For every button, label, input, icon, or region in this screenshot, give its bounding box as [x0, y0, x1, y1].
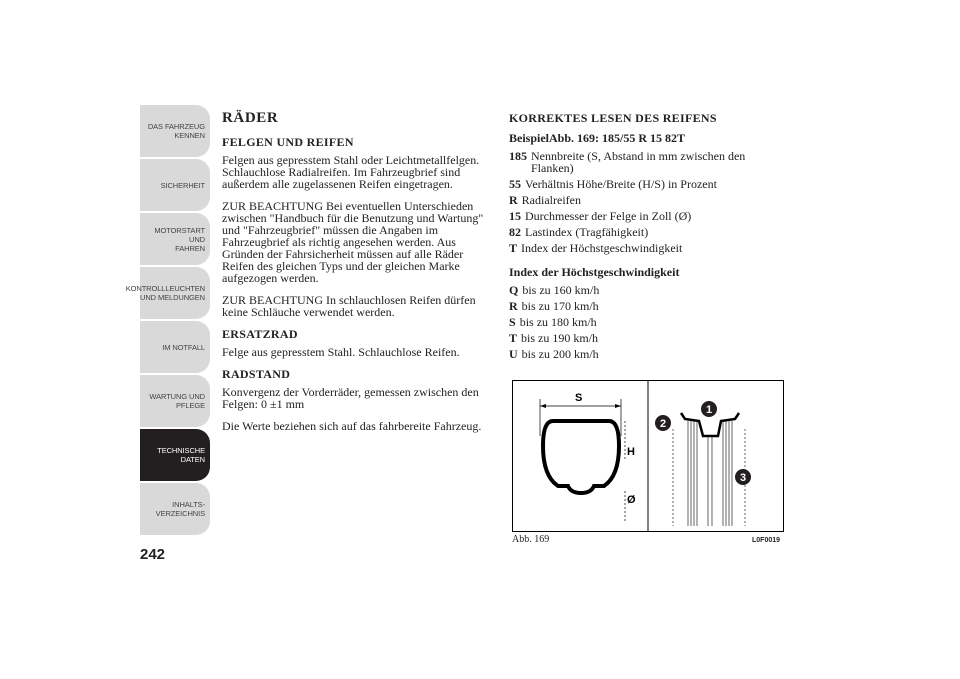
list-item: [509, 316, 787, 328]
tab-label: KONTROLLLEUCHTEN UND MELDUNGEN: [125, 284, 205, 302]
paragraph: Felgen aus gepresstem Stahl oder Leichtmetallfelgen. Schlauchlose Radialreifen. Im Fahrzeugbrief sind außerdem alle zugelassenen Reifen eingetragen.: [222, 153, 480, 191]
item-key: R: [509, 193, 518, 207]
tab-technische-daten[interactable]: [140, 429, 210, 481]
list-item: [509, 332, 787, 344]
list-item: [509, 194, 787, 206]
tab-label: SICHERHEIT: [160, 180, 205, 190]
page-title: RÄDER: [222, 110, 279, 126]
callout-1: [701, 401, 717, 417]
list-item: [509, 242, 787, 254]
figure-caption: Abb. 169: [512, 534, 550, 545]
list-item: [509, 300, 787, 312]
tab-label: TECHNISCHE DATEN: [157, 446, 205, 464]
item-value: Lastindex (Tragfähigkeit): [525, 225, 649, 239]
item-value: Durchmesser der Felge in Zoll (Ø): [525, 209, 692, 223]
tab-sicherheit[interactable]: [140, 159, 210, 211]
item-value: bis zu 190 km/h: [521, 331, 599, 345]
item-value: bis zu 200 km/h: [521, 347, 599, 361]
item-value: Radialreifen: [521, 193, 581, 207]
tab-label: INHALTS- VERZEICHNIS: [155, 500, 205, 518]
item-key: 185: [509, 149, 527, 163]
tire-diagram-svg: [513, 381, 783, 531]
tab-label: DAS FAHRZEUG KENNEN: [147, 122, 205, 140]
svg-text:2: 2: [659, 418, 667, 430]
item-value: Verhältnis Höhe/Breite (H/S) in Prozent: [525, 177, 717, 191]
item-key: U: [509, 347, 518, 361]
item-value: Index der Höchstgeschwindigkeit: [521, 241, 683, 255]
paragraph: Die Werte beziehen sich auf das fahrbereite Fahrzeug.: [222, 419, 482, 433]
list-item: [509, 178, 787, 190]
item-key: R: [509, 299, 518, 313]
tab-wartung[interactable]: [140, 375, 210, 427]
item-key: 15: [509, 209, 521, 223]
paragraph: ZUR BEACHTUNG Bei eventuellen Unterschieden zwischen "Handbuch für die Benutzung und Wartung" und "Fahrzeugbrief" müssen die Angaben im Fahrzeugbrief als richtig angesehen werden. Aus Gründen der Fahrsicherheit müssen auf alle Räder Reifen des gleichen Typs und der gleichen Marke aufgezogen werden.: [222, 199, 484, 285]
item-value: Nennbreite (S, Abstand in mm zwischen den Flanken): [531, 149, 746, 175]
chapter-tabs: [125, 105, 210, 537]
paragraph: Felge aus gepresstem Stahl. Schlauchlose Reifen.: [222, 345, 460, 359]
speed-index-heading: Index der Höchstgeschwindigkeit: [509, 265, 680, 279]
item-key: 55: [509, 177, 521, 191]
item-key: T: [509, 331, 518, 345]
tab-label: MOTORSTART UND FAHREN: [154, 225, 205, 253]
page-number: 242: [140, 546, 166, 563]
list-item: [509, 210, 787, 222]
list-item: [509, 150, 787, 174]
tire-diagram: [512, 380, 784, 532]
callout-2: [655, 415, 671, 431]
label-h: H: [627, 446, 635, 458]
svg-text:3: 3: [739, 472, 747, 484]
paragraph: ZUR BEACHTUNG In schlauchlosen Reifen dürfen keine Schläuche verwendet werden.: [222, 293, 476, 319]
svg-text:1: 1: [705, 404, 713, 416]
heading-ersatzrad: ERSATZRAD: [222, 327, 298, 341]
list-item: [509, 348, 787, 360]
heading-radstand: RADSTAND: [222, 367, 291, 381]
list-item: [509, 226, 787, 238]
list-item: [509, 284, 787, 296]
tab-im-notfall[interactable]: [140, 321, 210, 373]
tab-label: WARTUNG UND PFLEGE: [149, 392, 205, 410]
item-value: bis zu 170 km/h: [521, 299, 599, 313]
paragraph: Konvergenz der Vorderräder, gemessen zwischen den Felgen: 0 ±1 mm: [222, 385, 479, 411]
tab-das-fahrzeug-kennen[interactable]: [140, 105, 210, 157]
label-s: S: [575, 392, 583, 404]
item-key: S: [509, 315, 516, 329]
label-diameter: Ø: [627, 494, 636, 506]
rim-side-view: [673, 413, 745, 526]
callout-3: [735, 469, 751, 485]
left-column: [222, 112, 494, 442]
item-value: bis zu 180 km/h: [519, 315, 597, 329]
tab-kontrollleuchten[interactable]: [125, 267, 210, 319]
item-key: Q: [509, 283, 519, 297]
tab-label: IM NOTFALL: [162, 342, 205, 352]
item-key: 82: [509, 225, 521, 239]
tire-cross-section: [540, 392, 636, 521]
heading-reifen-lesen: KORREKTES LESEN DES REIFENS: [509, 111, 717, 125]
tab-motorstart[interactable]: [140, 213, 210, 265]
item-value: bis zu 160 km/h: [522, 283, 600, 297]
right-column: [509, 112, 787, 364]
item-key: T: [509, 241, 518, 255]
figure-code: L0F0019: [752, 537, 781, 544]
tire-example: BeispielAbb. 169: 185/55 R 15 82T: [509, 131, 686, 145]
heading-felgen-und-reifen: FELGEN UND REIFEN: [222, 135, 354, 149]
tab-inhaltsverzeichnis[interactable]: [140, 483, 210, 535]
